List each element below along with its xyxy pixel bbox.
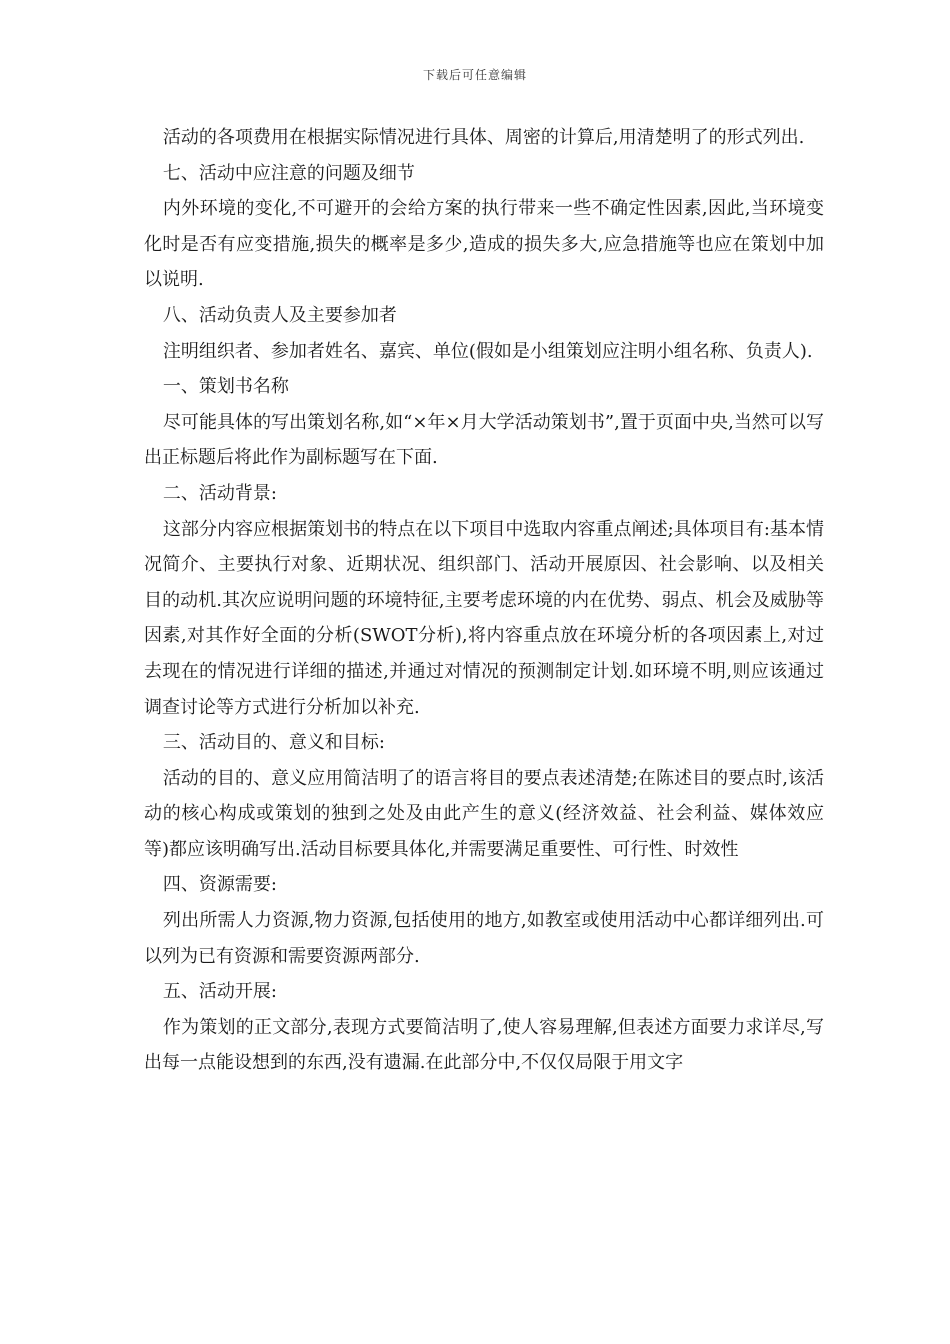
- heading-section-8: 八、活动负责人及主要参加者: [162, 304, 397, 326]
- paragraph-activity: 作为策划的正文部分,表现方式要简洁明了,使人容易理解,但表述方面要力求详尽,写出每一点能设想到的东西,没有遗漏.在此部分中,不仅仅局限于用文字: [144, 1016, 824, 1074]
- paragraph-plan-title: 尽可能具体的写出策划名称,如“×年×月大学活动策划书”,置于页面中央,当然可以写出正标题后将此作为副标题写在下面.: [144, 411, 824, 469]
- heading-section-5: 五、活动开展:: [162, 981, 277, 1003]
- paragraph-participants: 注明组织者、参加者姓名、嘉宾、单位(假如是小组策划应注明小组名称、负责人).: [162, 340, 813, 362]
- heading-section-4: 四、资源需要:: [162, 874, 277, 896]
- heading-section-3: 三、活动目的、意义和目标:: [162, 732, 385, 754]
- heading-section-2: 二、活动背景:: [162, 482, 277, 504]
- paragraph-resources: 列出所需人力资源,物力资源,包括使用的地方,如教室或使用活动中心都详细列出.可以列为已有资源和需要资源两部分.: [144, 910, 824, 967]
- document-body: [144, 120, 824, 1081]
- heading-section-7: 七、活动中应注意的问题及细节: [162, 162, 415, 184]
- paragraph-environment-changes: 内外环境的变化,不可避开的会给方案的执行带来一些不确定性因素,因此,当环境变化时是否有应变措施,损失的概率是多少,造成的损失多大,应急措施等也应在策划中加以说明.: [144, 198, 824, 291]
- paragraph-purpose: 活动的目的、意义应用简洁明了的语言将目的要点表述清楚;在陈述目的要点时,该活动的核心构成或策划的独到之处及由此产生的意义(经济效益、社会利益、媒体效应等)都应该明确写出.活动目标要具体化,并需要满足重要性、可行性、时效性: [144, 767, 824, 860]
- heading-section-1: 一、策划书名称: [162, 376, 289, 398]
- paragraph-cost-listing: 活动的各项费用在根据实际情况进行具体、周密的计算后,用清楚明了的形式列出.: [162, 127, 805, 148]
- page-header: 下载后可任意编辑: [422, 68, 527, 82]
- paragraph-background: 这部分内容应根据策划书的特点在以下项目中选取内容重点阐述;具体项目有:基本情况简介、主要执行对象、近期状况、组织部门、活动开展原因、社会影响、以及相关目的动机.其次应说明问题的环境特征,主要考虑环境的内在优势、弱点、机会及威胁等因素,对其作好全面的分析(SWOT分析),将内容重点放在环境分析的各项因素上,对过去现在的情况进行详细的描述,并通过对情况的预测制定计划.如环境不明,则应该通过调查讨论等方式进行分析加以补充.: [144, 518, 824, 718]
